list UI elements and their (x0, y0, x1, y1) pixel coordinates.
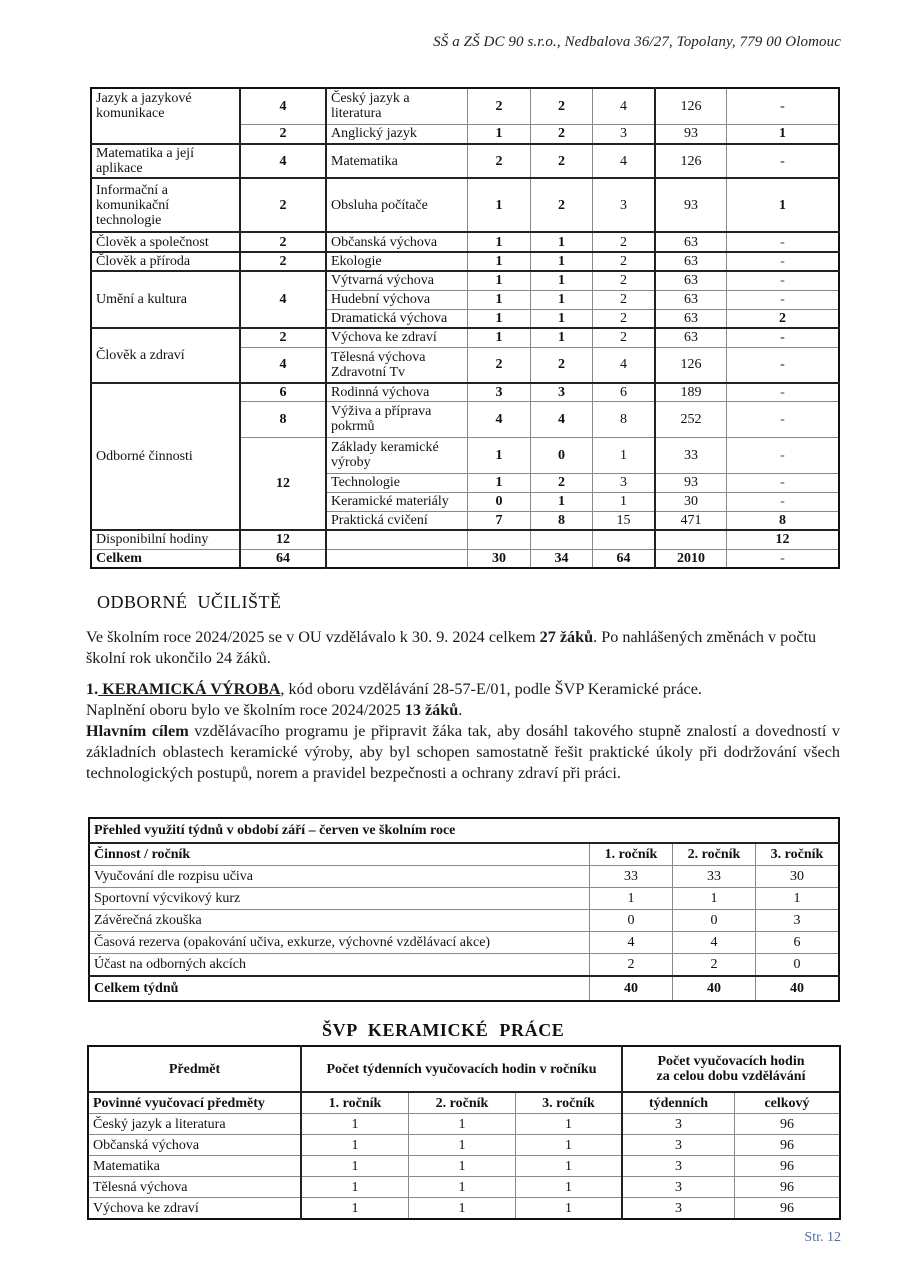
header-year3: 3. ročník (756, 843, 840, 866)
subject-cell: Anglický jazyk (326, 124, 468, 144)
weekly-cell: 3 (593, 473, 656, 492)
section-title: ODBORNÉ UČILIŠTĚ (97, 592, 282, 612)
area-hours-cell: 4 (240, 144, 326, 178)
weekly-cell: 6 (593, 383, 656, 401)
cell: 96 (735, 1198, 841, 1220)
area-cell: Disponibilní hodiny (91, 530, 240, 549)
area-hours-cell: 12 (240, 437, 326, 530)
weekly-cell: 2 (593, 232, 656, 252)
weekly-cell: 3 (593, 124, 656, 144)
area-hours-cell: 4 (240, 88, 326, 124)
area-cell: Matematika a její aplikace (91, 144, 240, 178)
area-hours-cell: 2 (240, 232, 326, 252)
intro-text-end: . Po nahlášených změnách v počtu školní rok ukončilo 24 žáků. (86, 628, 817, 667)
table-row (88, 1135, 840, 1156)
cell: 1 (301, 1156, 409, 1177)
total-cell: 40 (756, 976, 840, 1001)
weekly-cell: 2 (593, 252, 656, 271)
weekly-cell: 4 (593, 144, 656, 178)
cell: 1 (409, 1156, 516, 1177)
table-row (89, 888, 839, 910)
area-cell: Celkem (91, 549, 240, 568)
total-cell: 40 (590, 976, 673, 1001)
table-row-total (91, 549, 839, 568)
cell: 96 (735, 1114, 841, 1135)
fill-text: Naplnění oboru bylo ve školním roce 2024/2025 (86, 701, 405, 719)
weekly-cell: 4 (593, 88, 656, 124)
cell: 33 (590, 866, 673, 888)
intro-count: 27 žáků (539, 628, 594, 646)
table-row (91, 252, 839, 271)
cell: 96 (735, 1177, 841, 1198)
table-title-row (89, 818, 839, 843)
weekly-cell: 1 (593, 492, 656, 511)
cell: 1 (409, 1177, 516, 1198)
year1-cell: 1 (468, 124, 531, 144)
cell: 1 (590, 888, 673, 910)
year1-cell (468, 530, 531, 549)
subject-cell: Tělesná výchova Zdravotní Tv (326, 347, 468, 383)
total-cell: 189 (655, 383, 727, 401)
cell: 0 (590, 910, 673, 932)
year1-cell: 0 (468, 492, 531, 511)
intro-paragraph (86, 627, 840, 669)
subject-cell: Občanská výchova (326, 232, 468, 252)
area-cell: Člověk a zdraví (91, 328, 240, 383)
table-header-row (88, 1046, 840, 1092)
page-number: Str. 12 (804, 1230, 841, 1245)
subject-cell: Technologie (326, 473, 468, 492)
cell: 1 (301, 1177, 409, 1198)
weekly-cell: 1 (593, 437, 656, 473)
table-row (91, 178, 839, 232)
cell: 1 (301, 1114, 409, 1135)
area-hours-cell: 8 (240, 401, 326, 437)
table-row (88, 1177, 840, 1198)
total-cell: 2010 (655, 549, 727, 568)
disp-cell: 2 (727, 309, 840, 328)
disp-cell: - (727, 437, 840, 473)
header-total-line2: za celou dobu vzdělávání (656, 1069, 806, 1084)
disp-cell: 8 (727, 511, 840, 530)
year1-cell: 1 (468, 252, 531, 271)
area-hours-cell: 2 (240, 124, 326, 144)
cell: 2 (673, 954, 756, 977)
row-label: Závěrečná zkouška (89, 910, 590, 932)
year1-cell: 2 (468, 144, 531, 178)
subject-cell: Výchova ke zdraví (326, 328, 468, 347)
year2-cell: 2 (531, 88, 593, 124)
subject-cell (326, 549, 468, 568)
year2-cell: 0 (531, 437, 593, 473)
subheader-total: celkový (735, 1092, 841, 1114)
table-row (89, 954, 839, 977)
disp-cell: - (727, 347, 840, 383)
intro-text: Ve školním roce 2024/2025 se v OU vzdělávalo k 30. 9. 2024 celkem (86, 628, 540, 646)
row-label: Občanská výchova (88, 1135, 301, 1156)
program-paragraph (86, 679, 840, 721)
year1-cell: 1 (468, 473, 531, 492)
total-cell: 63 (655, 271, 727, 290)
weekly-cell: 2 (593, 328, 656, 347)
total-cell: 93 (655, 473, 727, 492)
subheader-weekly: týdenních (622, 1092, 735, 1114)
table-row (91, 144, 839, 178)
subject-cell (326, 530, 468, 549)
goal-text: vzdělávacího programu je připravit žáka tak, aby dosáhl takového stupně znalostí a dovedností v základních oblastech keramické výroby, aby byl schopen samostatně řešit praktické úkoly při dodržování všech technologických postupů, norem a pravidel bezpečnosti a ochrany zdraví při práci. (86, 722, 840, 782)
header-year2: 2. ročník (673, 843, 756, 866)
year2-cell: 4 (531, 401, 593, 437)
table-row (89, 932, 839, 954)
total-cell: 126 (655, 88, 727, 124)
total-cell (655, 530, 727, 549)
total-cell: 63 (655, 232, 727, 252)
cell: 30 (756, 866, 840, 888)
cell: 1 (301, 1135, 409, 1156)
disp-cell: - (727, 271, 840, 290)
year2-cell: 34 (531, 549, 593, 568)
total-cell: 33 (655, 437, 727, 473)
subject-cell: Výtvarná výchova (326, 271, 468, 290)
cell: 1 (516, 1198, 623, 1220)
cell: 1 (516, 1156, 623, 1177)
year1-cell: 2 (468, 347, 531, 383)
subject-cell: Hudební výchova (326, 290, 468, 309)
cell: 2 (590, 954, 673, 977)
header-total-line1: Počet vyučovacích hodin (657, 1054, 805, 1069)
subject-cell: Základy keramické výroby (326, 437, 468, 473)
weekly-cell: 2 (593, 309, 656, 328)
disp-cell: - (727, 492, 840, 511)
area-cell: Umění a kultura (91, 271, 240, 328)
weekly-cell: 4 (593, 347, 656, 383)
row-label: Matematika (88, 1156, 301, 1177)
year2-cell: 1 (531, 271, 593, 290)
row-label: Vyučování dle rozpisu učiva (89, 866, 590, 888)
row-label: Výchova ke zdraví (88, 1198, 301, 1220)
year1-cell: 7 (468, 511, 531, 530)
header-weekly-hours: Počet týdenních vyučovacích hodin v ročníku (301, 1046, 622, 1092)
total-cell: 252 (655, 401, 727, 437)
table-header-row (89, 843, 839, 866)
cell: 4 (590, 932, 673, 954)
year2-cell: 2 (531, 124, 593, 144)
goal-label: Hlavním cílem (86, 722, 189, 740)
year1-cell: 1 (468, 437, 531, 473)
cell: 3 (622, 1114, 735, 1135)
cell: 1 (673, 888, 756, 910)
total-cell: 30 (655, 492, 727, 511)
total-cell: 471 (655, 511, 727, 530)
row-label: Účast na odborných akcích (89, 954, 590, 977)
row-label: Sportovní výcvikový kurz (89, 888, 590, 910)
subheader-year2: 2. ročník (409, 1092, 516, 1114)
weekly-cell: 2 (593, 290, 656, 309)
weekly-cell: 8 (593, 401, 656, 437)
area-cell: Člověk a společnost (91, 232, 240, 252)
curriculum-table (90, 87, 840, 569)
area-hours-cell: 64 (240, 549, 326, 568)
year1-cell: 30 (468, 549, 531, 568)
weeks-overview-table (88, 817, 840, 1002)
disp-cell: 12 (727, 530, 840, 549)
year2-cell: 1 (531, 252, 593, 271)
cell: 6 (756, 932, 840, 954)
cell: 3 (622, 1177, 735, 1198)
cell: 1 (409, 1135, 516, 1156)
cell: 3 (622, 1135, 735, 1156)
total-cell: 63 (655, 290, 727, 309)
header-subject: Předmět (88, 1046, 301, 1092)
cell: 1 (409, 1114, 516, 1135)
year1-cell: 3 (468, 383, 531, 401)
header-year1: 1. ročník (590, 843, 673, 866)
table-row (91, 328, 839, 347)
fill-text-end: . (458, 701, 463, 719)
area-hours-cell: 6 (240, 383, 326, 401)
disp-cell: - (727, 383, 840, 401)
header-activity: Činnost / ročník (89, 843, 590, 866)
cell: 96 (735, 1156, 841, 1177)
year2-cell: 8 (531, 511, 593, 530)
disp-cell: - (727, 252, 840, 271)
subject-cell: Obsluha počítače (326, 178, 468, 232)
table-row (89, 866, 839, 888)
disp-cell: - (727, 549, 840, 568)
weekly-cell: 15 (593, 511, 656, 530)
cell: 1 (756, 888, 840, 910)
year2-cell: 2 (531, 144, 593, 178)
year2-cell: 2 (531, 347, 593, 383)
table-row (88, 1156, 840, 1177)
total-cell: 63 (655, 252, 727, 271)
table-row (89, 910, 839, 932)
area-hours-cell: 2 (240, 328, 326, 347)
cell: 0 (673, 910, 756, 932)
disp-cell: - (727, 232, 840, 252)
year1-cell: 1 (468, 309, 531, 328)
year1-cell: 4 (468, 401, 531, 437)
svp-table (87, 1045, 841, 1220)
year2-cell: 2 (531, 473, 593, 492)
fill-count: 13 žáků (404, 701, 459, 719)
year1-cell: 1 (468, 232, 531, 252)
area-cell: Člověk a příroda (91, 252, 240, 271)
area-cell: Jazyk a jazykové komunikace (91, 88, 240, 144)
cell: 4 (673, 932, 756, 954)
total-cell: 63 (655, 328, 727, 347)
cell: 3 (622, 1198, 735, 1220)
year2-cell: 3 (531, 383, 593, 401)
subject-cell: Výživa a příprava pokrmů (326, 401, 468, 437)
page-header: SŠ a ZŠ DC 90 s.r.o., Nedbalova 36/27, Topolany, 779 00 Olomouc (433, 34, 841, 50)
table-row (91, 271, 839, 290)
year2-cell: 2 (531, 178, 593, 232)
cell: 33 (673, 866, 756, 888)
header-total-hours (622, 1046, 840, 1092)
total-cell: 126 (655, 347, 727, 383)
table-title: Přehled využití týdnů v období září – červen ve školním roce (89, 818, 839, 843)
subject-cell: Ekologie (326, 252, 468, 271)
total-cell: 126 (655, 144, 727, 178)
row-label: Český jazyk a literatura (88, 1114, 301, 1135)
disp-cell: - (727, 328, 840, 347)
disp-cell: 1 (727, 178, 840, 232)
total-cell: 93 (655, 178, 727, 232)
year2-cell (531, 530, 593, 549)
subject-cell: Český jazyk a literatura (326, 88, 468, 124)
weekly-cell (593, 530, 656, 549)
total-cell: 93 (655, 124, 727, 144)
subheader-year1: 1. ročník (301, 1092, 409, 1114)
disp-cell: - (727, 88, 840, 124)
weekly-cell: 3 (593, 178, 656, 232)
subheader-subjects: Povinné vyučovací předměty (88, 1092, 301, 1114)
year2-cell: 1 (531, 328, 593, 347)
weekly-cell: 64 (593, 549, 656, 568)
disp-cell: - (727, 473, 840, 492)
year2-cell: 1 (531, 492, 593, 511)
area-cell: Informační a komunikační technologie (91, 178, 240, 232)
cell: 1 (516, 1135, 623, 1156)
year2-cell: 1 (531, 290, 593, 309)
year2-cell: 1 (531, 309, 593, 328)
area-hours-cell: 2 (240, 252, 326, 271)
program-name: KERAMICKÁ VÝROBA (98, 680, 281, 698)
area-hours-cell: 4 (240, 347, 326, 383)
subject-cell: Keramické materiály (326, 492, 468, 511)
subheader-year3: 3. ročník (516, 1092, 623, 1114)
year1-cell: 2 (468, 88, 531, 124)
svp-title: ŠVP KERAMICKÉ PRÁCE (322, 1020, 565, 1040)
cell: 1 (516, 1177, 623, 1198)
cell: 1 (409, 1198, 516, 1220)
table-row (91, 232, 839, 252)
disp-cell: - (727, 144, 840, 178)
table-row (91, 530, 839, 549)
year1-cell: 1 (468, 271, 531, 290)
cell: 96 (735, 1135, 841, 1156)
program-number: 1. (86, 680, 99, 698)
subject-cell: Praktická cvičení (326, 511, 468, 530)
table-total-row (89, 976, 839, 1001)
area-hours-cell: 2 (240, 178, 326, 232)
table-row (88, 1198, 840, 1220)
subject-cell: Rodinná výchova (326, 383, 468, 401)
total-cell: 40 (673, 976, 756, 1001)
row-label: Tělesná výchova (88, 1177, 301, 1198)
area-cell: Odborné činnosti (91, 383, 240, 530)
cell: 3 (756, 910, 840, 932)
subject-cell: Dramatická výchova (326, 309, 468, 328)
year1-cell: 1 (468, 178, 531, 232)
goal-paragraph (86, 721, 840, 784)
row-label: Časová rezerva (opakování učiva, exkurze, výchovné vzdělávací akce) (89, 932, 590, 954)
disp-cell: - (727, 401, 840, 437)
total-label: Celkem týdnů (89, 976, 590, 1001)
weekly-cell: 2 (593, 271, 656, 290)
table-subheader-row (88, 1092, 840, 1114)
cell: 1 (516, 1114, 623, 1135)
cell: 1 (301, 1198, 409, 1220)
year1-cell: 1 (468, 328, 531, 347)
cell: 0 (756, 954, 840, 977)
year1-cell: 1 (468, 290, 531, 309)
subject-cell: Matematika (326, 144, 468, 178)
cell: 3 (622, 1156, 735, 1177)
area-hours-cell: 4 (240, 271, 326, 328)
table-row (91, 88, 839, 124)
disp-cell: 1 (727, 124, 840, 144)
table-row (88, 1114, 840, 1135)
table-row (91, 383, 839, 401)
area-hours-cell: 12 (240, 530, 326, 549)
year2-cell: 1 (531, 232, 593, 252)
disp-cell: - (727, 290, 840, 309)
total-cell: 63 (655, 309, 727, 328)
program-details: , kód oboru vzdělávání 28-57-E/01, podle ŠVP Keramické práce. (280, 680, 702, 698)
